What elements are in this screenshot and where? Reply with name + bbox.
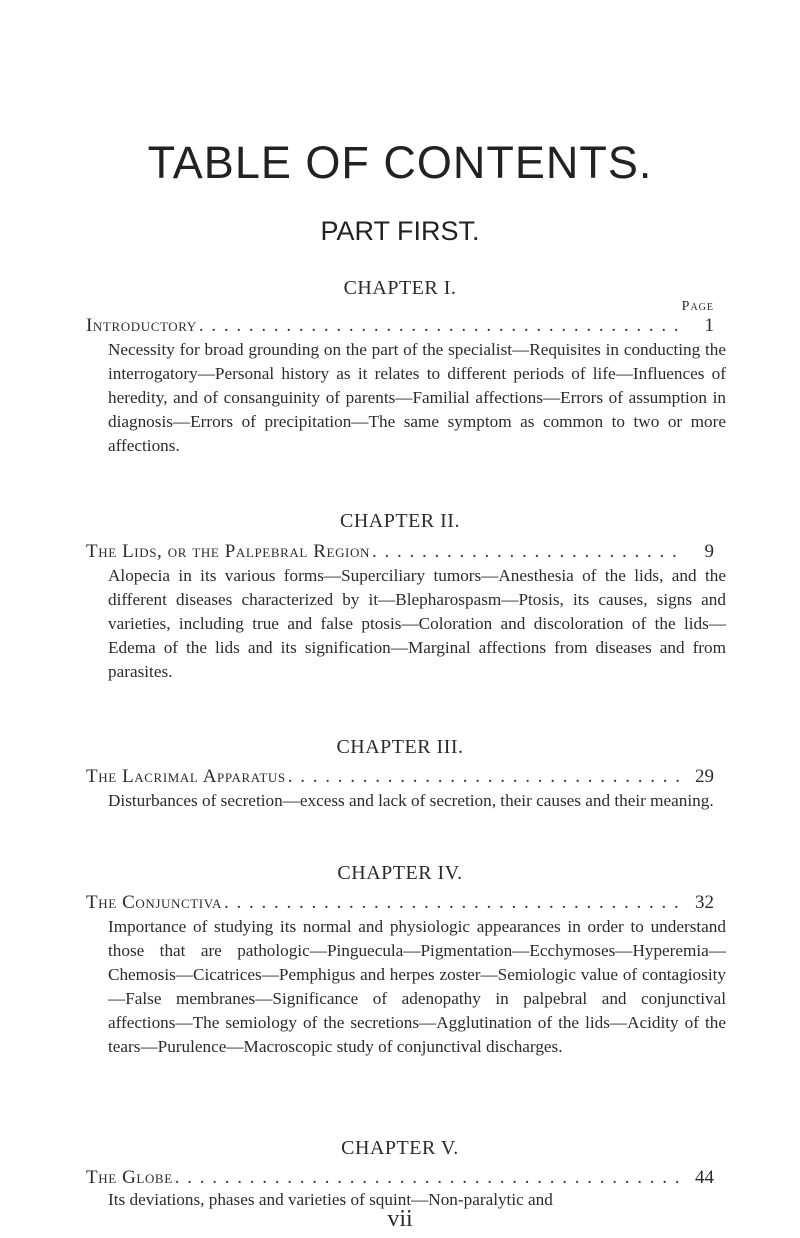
dot-leader (370, 540, 684, 564)
chapter-summary: Disturbances of secretion—excess and lack of secretion, their causes and their meaning. (108, 791, 714, 810)
toc-entry[interactable] (86, 891, 714, 915)
chapter-heading: CHAPTER III. (336, 736, 464, 758)
toc-entry[interactable] (86, 765, 714, 789)
chapter-title: Introductory (86, 315, 197, 336)
chapter-heading: CHAPTER V. (341, 1137, 459, 1159)
page-number: 44 (695, 1167, 714, 1188)
page-title: TABLE OF CONTENTS. (147, 137, 653, 188)
chapter-summary: Necessity for broad grounding on the part of the specialist—Requisites in conducting the interrogatory—Personal history as it relates to different periods of life—Influences of heredity, and of consanguinity of parents—Familial affections—Errors of assumption in diagnosis—Errors of precipitation—The same symptom as common to two or more affections. (108, 340, 726, 455)
chapter-title: The Globe (86, 1167, 173, 1188)
chapter-title: The Lacrimal Apparatus (86, 766, 286, 787)
folio-page-number: vii (387, 1206, 413, 1232)
chapter-summary: Alopecia in its various forms—Superciliary tumors—Anesthesia of the lids, and the different diseases characterized by it—Blepharospasm—Ptosis, its causes, signs and varieties, including true and false ptosis—Coloration and discoloration of the lids—Edema of the lids and its signification—Marginal affections from diseases and from parasites. (108, 566, 726, 681)
dot-leader (197, 314, 684, 338)
part-title: PART FIRST. (320, 216, 480, 246)
chapter-title: The Lids, or the Palpebral Region (86, 541, 370, 562)
toc-entry[interactable] (86, 314, 714, 338)
dot-leader (286, 765, 684, 789)
chapter-title: The Conjunctiva (86, 892, 223, 913)
page-column-label: Page (681, 299, 714, 314)
dot-leader (222, 891, 684, 915)
chapter-heading: CHAPTER II. (340, 510, 460, 532)
page-number: 32 (695, 892, 714, 913)
chapter-heading: CHAPTER IV. (337, 862, 463, 884)
chapter-heading: CHAPTER I. (343, 277, 457, 299)
page-number: 29 (695, 766, 714, 787)
chapter-summary: Its deviations, phases and varieties of squint—Non-paralytic and (108, 1190, 553, 1209)
toc-entry[interactable] (86, 1166, 714, 1190)
page-number: 1 (704, 315, 714, 336)
page-number: 9 (704, 541, 714, 562)
chapter-summary: Importance of studying its normal and physiologic appearances in order to understand those that are pathologic—Pinguecula—Pigmentation—Ecchymoses—Hyperemia—Chemosis—Cicatrices—Pemphigus and herpes zoster—Semiologic value of contagiosity—False membranes—Significance of adenopathy in palpebral and conjunctival affections—The semiology of the secretions—Agglutination of the lids—Acidity of the tears—Purulence—Macroscopic study of conjunctival discharges. (108, 917, 726, 1056)
dot-leader (173, 1166, 684, 1190)
toc-entry[interactable] (86, 540, 714, 564)
